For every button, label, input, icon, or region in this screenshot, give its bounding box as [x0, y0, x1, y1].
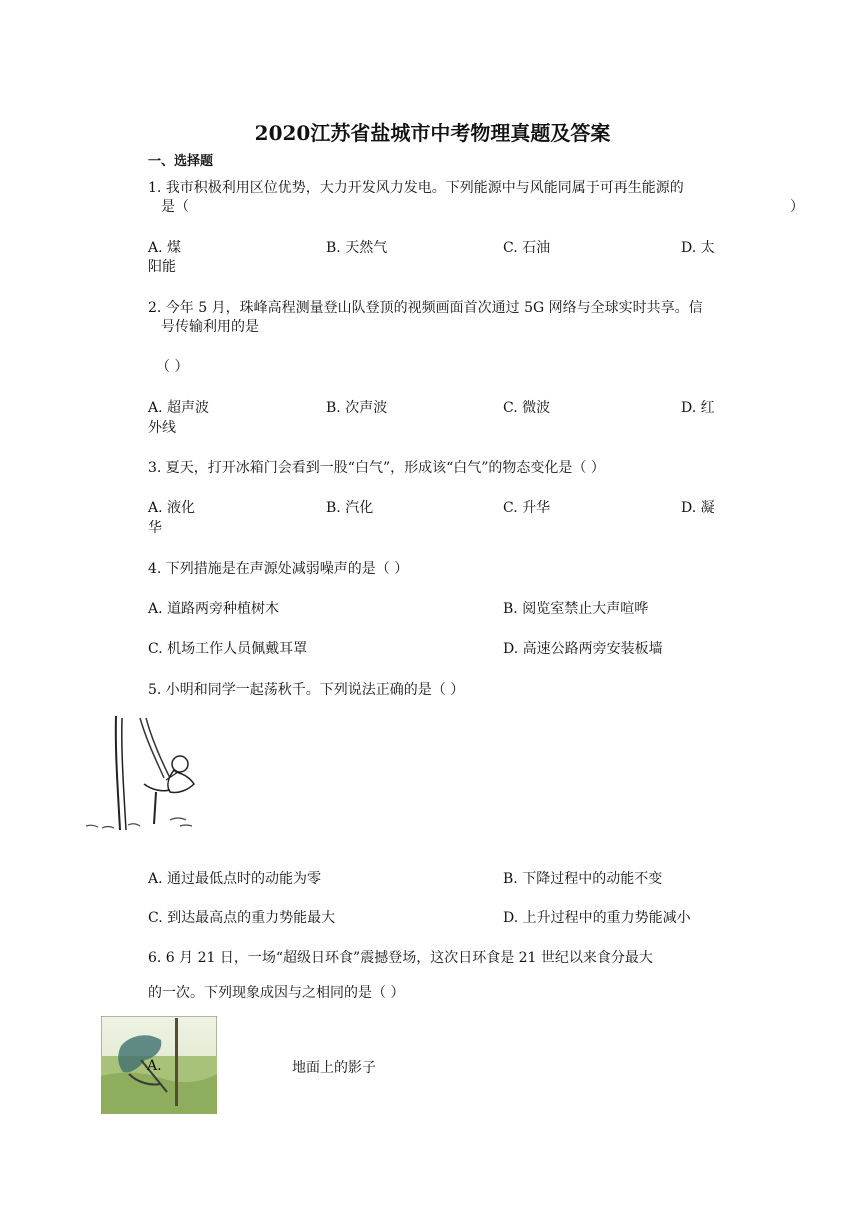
question-1-paren-close: ）: [790, 199, 804, 215]
q3-option-d-wrap: 华: [148, 520, 162, 536]
question-3-line1: 3. 夏天，打开冰箱门会看到一股“白气”，形成该“白气”的物态变化是（ ）: [148, 460, 605, 476]
q2-option-c: C. 微波: [503, 400, 551, 416]
q3-option-d: D. 凝: [681, 500, 715, 516]
q1-option-c: C. 石油: [503, 240, 551, 256]
q3-option-a: A. 液化: [148, 500, 196, 516]
q4-option-d: D. 高速公路两旁安装板墙: [503, 641, 663, 657]
question-2-line1: 2. 今年 5 月，珠峰高程测量登山队登顶的视频画面首次通过 5G 网络与全球实时共享。信: [148, 300, 703, 316]
question-2-paren: （ ）: [156, 359, 189, 375]
q5-option-b: B. 下降过程中的动能不变: [503, 871, 663, 887]
q4-option-b: B. 阅览室禁止大声喧哗: [503, 601, 649, 617]
q4-option-c: C. 机场工作人员佩戴耳罩: [148, 641, 308, 657]
q3-option-b: B. 汽化: [326, 500, 374, 516]
question-5-line1: 5. 小明和同学一起荡秋千。下列说法正确的是（ ）: [148, 682, 465, 698]
question-1-line2: 是（: [161, 199, 189, 215]
q1-option-d-wrap: 阳能: [148, 259, 176, 275]
q5-option-c: C. 到达最高点的重力势能最大: [148, 910, 336, 926]
page-title: 2020江苏省盐城市中考物理真题及答案: [254, 121, 611, 145]
q4-option-a: A. 道路两旁种植树木: [148, 601, 280, 617]
question-4-line1: 4. 下列措施是在声源处减弱噪声的是（ ）: [148, 561, 409, 577]
q5-option-a: A. 通过最低点时的动能为零: [148, 871, 322, 887]
q1-option-d: D. 太: [681, 240, 715, 256]
question-1-line1: 1. 我市积极利用区位优势，大力开发风力发电。下列能源中与风能同属于可再生能源的: [148, 180, 684, 196]
q2-option-d-wrap: 外线: [148, 420, 176, 436]
question-6-line2: 的一次。下列现象成因与之相同的是（ ）: [148, 985, 405, 1001]
question-6-line1: 6. 6 月 21 日，一场“超级日环食”震撼登场，这次日环食是 21 世纪以来食分最大: [148, 950, 653, 966]
question-2-line2: 号传输利用的是: [161, 319, 259, 335]
q6-option-a-text: 地面上的影子: [292, 1060, 376, 1076]
q1-option-a: A. 煤: [148, 240, 182, 256]
swing-illustration: [82, 712, 212, 837]
section-heading: 一、选择题: [148, 154, 214, 169]
q3-option-c: C. 升华: [503, 500, 551, 516]
q5-option-d: D. 上升过程中的重力势能减小: [503, 910, 691, 926]
q1-option-b: B. 天然气: [326, 240, 388, 256]
q2-option-d: D. 红: [681, 400, 715, 416]
q6-option-a-label: A.: [147, 1058, 162, 1074]
q2-option-a: A. 超声波: [148, 400, 210, 416]
q2-option-b: B. 次声波: [326, 400, 388, 416]
